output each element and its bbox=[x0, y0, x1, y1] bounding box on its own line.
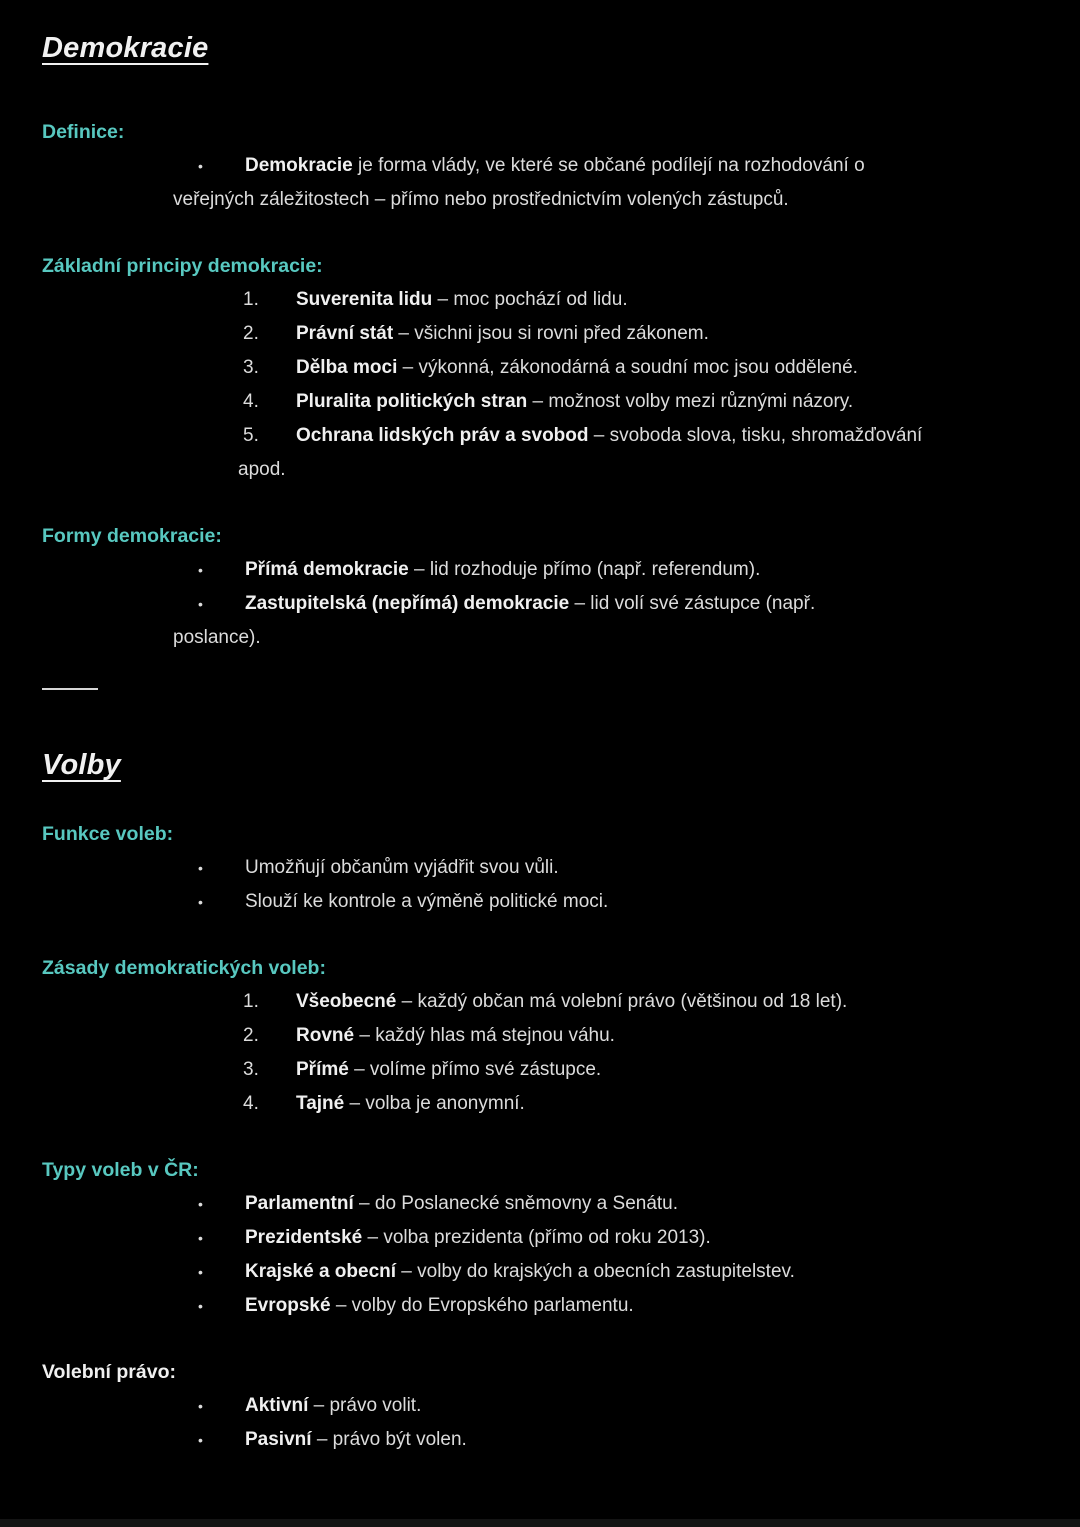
item-text: – volby do Evropského parlamentu. bbox=[330, 1295, 634, 1316]
item-number: 1. bbox=[243, 289, 259, 310]
bullet-marker-icon: • bbox=[198, 158, 203, 174]
item-lead-bold: Aktivní bbox=[245, 1395, 309, 1416]
item-text: – právo volit. bbox=[308, 1395, 422, 1416]
item-text: – každý občan má volební právo (většinou od 18 let). bbox=[396, 991, 848, 1012]
item-lead-bold: Pluralita politických stran bbox=[296, 391, 528, 412]
item-text: – všichni jsou si rovni před zákonem. bbox=[393, 323, 709, 344]
item-lead-bold: Prezidentské bbox=[245, 1227, 363, 1248]
bullet-marker-icon: • bbox=[198, 1398, 203, 1414]
item-lead-bold: Zastupitelská (nepřímá) demokracie bbox=[245, 593, 570, 614]
bullet-item bbox=[42, 1221, 1040, 1255]
section-heading-zakladni-principy: Základní principy demokracie: bbox=[42, 255, 323, 277]
section-heading-definice: Definice: bbox=[42, 121, 125, 143]
section-heading-typy: Typy voleb v ČR: bbox=[42, 1159, 199, 1181]
item-text: – svoboda slova, tisku, shromažďování bbox=[588, 425, 923, 446]
bullet-marker-icon: • bbox=[198, 596, 203, 612]
item-lead-bold: Krajské a obecní bbox=[245, 1261, 397, 1282]
item-lead-bold: Suverenita lidu bbox=[296, 289, 433, 310]
item-number: 1. bbox=[243, 991, 259, 1012]
numbered-item bbox=[42, 1087, 1040, 1121]
item-lead-bold: Rovné bbox=[296, 1025, 355, 1046]
item-text: – volba je anonymní. bbox=[344, 1093, 525, 1114]
bullet-marker-icon: • bbox=[198, 860, 203, 876]
bullet-item bbox=[42, 885, 1040, 919]
item-text: – právo být volen. bbox=[311, 1429, 467, 1450]
bullet-item bbox=[42, 1187, 1040, 1221]
bullet-item bbox=[42, 587, 1040, 655]
item-text: – volby do krajských a obecních zastupitelstev. bbox=[396, 1261, 795, 1282]
item-number: 2. bbox=[243, 323, 259, 344]
item-number: 4. bbox=[243, 391, 259, 412]
bullet-marker-icon: • bbox=[198, 562, 203, 578]
item-text-continuation: veřejných záležitostech – přímo nebo prostřednictvím volených zástupců. bbox=[173, 189, 789, 210]
section-heading-funkce: Funkce voleb: bbox=[42, 823, 174, 845]
item-text: – volba prezidenta (přímo od roku 2013). bbox=[362, 1227, 711, 1248]
item-text: – volíme přímo své zástupce. bbox=[348, 1059, 602, 1080]
item-lead-bold: Dělba moci bbox=[296, 357, 398, 378]
item-number: 3. bbox=[243, 1059, 259, 1080]
item-lead-bold: Ochrana lidských práv a svobod bbox=[296, 425, 589, 446]
bullet-item bbox=[42, 1255, 1040, 1289]
numbered-item bbox=[42, 1053, 1040, 1087]
section-heading-zasady: Zásady demokratických voleb: bbox=[42, 957, 326, 979]
item-lead-bold: Pasivní bbox=[245, 1429, 312, 1450]
page-title-volby: Volby bbox=[42, 749, 121, 781]
section-heading-formy: Formy demokracie: bbox=[42, 525, 222, 547]
numbered-item bbox=[42, 985, 1040, 1019]
item-lead-bold: Demokracie bbox=[245, 155, 353, 176]
item-text-continuation: poslance). bbox=[173, 627, 261, 648]
item-lead-bold: Právní stát bbox=[296, 323, 394, 344]
item-text: – výkonná, zákonodárná a soudní moc jsou oddělené. bbox=[397, 357, 858, 378]
item-number: 3. bbox=[243, 357, 259, 378]
numbered-item bbox=[42, 1019, 1040, 1053]
item-text: Umožňují občanům vyjádřit svou vůli. bbox=[245, 857, 559, 878]
numbered-item bbox=[42, 419, 1040, 487]
item-text: je forma vlády, ve které se občané podílejí na rozhodování o bbox=[352, 155, 865, 176]
item-lead-bold: Přímé bbox=[296, 1059, 349, 1080]
item-text: – možnost volby mezi různými názory. bbox=[527, 391, 854, 412]
item-text: Slouží ke kontrole a výměně politické moci. bbox=[245, 891, 609, 912]
item-text: – lid volí své zástupce (např. bbox=[569, 593, 816, 614]
numbered-item bbox=[42, 283, 1040, 317]
numbered-item bbox=[42, 351, 1040, 385]
item-lead-bold: Tajné bbox=[296, 1093, 345, 1114]
bullet-item bbox=[42, 851, 1040, 885]
bullet-item bbox=[42, 1289, 1040, 1323]
bullet-item-definice bbox=[42, 149, 1040, 217]
item-number: 5. bbox=[243, 425, 259, 446]
bullet-marker-icon: • bbox=[198, 1230, 203, 1246]
bullet-marker-icon: • bbox=[198, 1264, 203, 1280]
item-number: 2. bbox=[243, 1025, 259, 1046]
bullet-item bbox=[42, 553, 1040, 587]
numbered-item bbox=[42, 317, 1040, 351]
bullet-marker-icon: • bbox=[198, 1432, 203, 1448]
item-number: 4. bbox=[243, 1093, 259, 1114]
item-text: – do Poslanecké sněmovny a Senátu. bbox=[353, 1193, 679, 1214]
item-text-continuation: apod. bbox=[238, 459, 286, 480]
item-text: – lid rozhoduje přímo (např. referendum). bbox=[408, 559, 761, 580]
bullet-item bbox=[42, 1389, 1040, 1423]
item-lead-bold: Všeobecné bbox=[296, 991, 397, 1012]
item-text: – moc pochází od lidu. bbox=[432, 289, 628, 310]
section-divider bbox=[42, 688, 98, 690]
page-title-demokracie: Demokracie bbox=[42, 32, 209, 64]
item-lead-bold: Evropské bbox=[245, 1295, 331, 1316]
numbered-item bbox=[42, 385, 1040, 419]
bottom-bar bbox=[0, 1519, 1080, 1527]
bullet-marker-icon: • bbox=[198, 1196, 203, 1212]
bullet-marker-icon: • bbox=[198, 1298, 203, 1314]
item-text: – každý hlas má stejnou váhu. bbox=[354, 1025, 615, 1046]
section-heading-volebni-pravo: Volební právo: bbox=[42, 1361, 176, 1383]
item-lead-bold: Přímá demokracie bbox=[245, 559, 409, 580]
item-lead-bold: Parlamentní bbox=[245, 1193, 354, 1214]
bullet-marker-icon: • bbox=[198, 894, 203, 910]
bullet-item bbox=[42, 1423, 1040, 1457]
